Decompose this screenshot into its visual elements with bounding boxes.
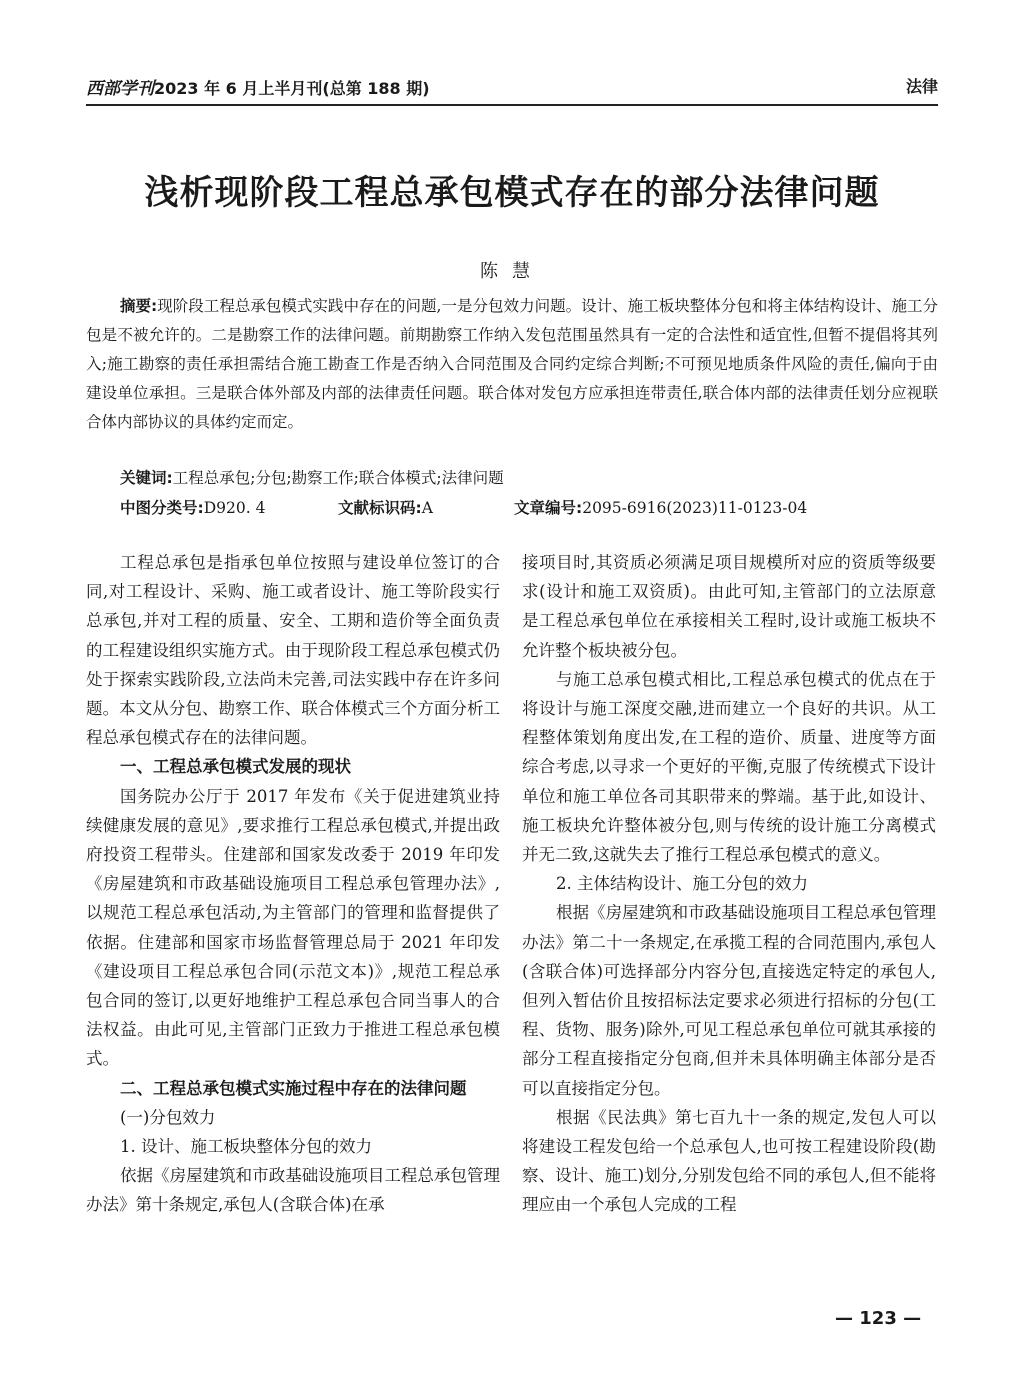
document-code [338, 497, 433, 519]
section-label: 法律 [905, 77, 938, 96]
journal-logo: 西部学刊 [86, 79, 154, 99]
article-author: 陈慧 [480, 261, 544, 282]
keywords-text: 工程总承包;分包;勘察工作;联合体模式;法律问题 [172, 469, 504, 487]
abstract-label: 摘要: [120, 297, 158, 315]
paragraph: 与施工总承包模式相比,工程总承包模式的优点在于将设计与施工深度交融,进而建立一个良好的共识。从工程整体策划角度出发,在工程的造价、质量、进度等方面综合考虑,以寻求一个更好的平衡,克服了传统模式下设计单位和施工单位各司其职带来的弊端。基于此,如设计、施工板块允许整体被分包,则与传统的设计施工分离模式并无二致,这就失去了推行工程总承包模式的意义。 [522, 669, 936, 865]
keywords-label: 关键词: [120, 469, 173, 487]
body-column-right [522, 548, 936, 1220]
section-heading: 一、工程总承包模式发展的现状 [120, 757, 351, 777]
section-heading: 二、工程总承包模式实施过程中存在的法律问题 [120, 1078, 467, 1098]
paragraph: 根据《房屋建筑和市政基础设施项目工程总承包管理办法》第二十一条规定,在承揽工程的合同范围内,承包人(含联合体)可选择部分内容分包,直接选定特定的承包人,但列入暂估价且按招标法定要求必须进行招标的分包(工程、货物、服务)除外,可见工程总承包单位可就其承接的部分工程直接指定分包商,但并未具体明确主体部分是否可以直接指定分包。 [522, 903, 936, 1098]
article-title: 浅析现阶段工程总承包模式存在的部分法律问题 [144, 173, 880, 213]
paragraph: 依据《房屋建筑和市政基础设施项目工程总承包管理办法》第十条规定,承包人(含联合体)在承 [86, 1166, 500, 1215]
clc-value: D920. 4 [203, 499, 266, 517]
paragraph: 根据《民法典》第七百九十一条的规定,发包人可以将建设工程发包给一个总承包人,也可按工程建设阶段(勘察、设计、施工)划分,分别发包给不同的承包人,但不能将理应由一个承包人完成的工程 [522, 1107, 936, 1215]
clc-label: 中图分类号: [120, 499, 204, 517]
paragraph: 接项目时,其资质必须满足项目规模所对应的资质等级要求(设计和施工双资质)。由此可知,主管部门的立法原意是工程总承包单位在承接相关工程时,设计或施工板块不允许整个板块被分包。 [522, 553, 936, 660]
clc-number [120, 497, 265, 519]
paragraph: 工程总承包是指承包单位按照与建设单位签订的合同,对工程设计、采购、施工或者设计、施工等阶段实行总承包,并对工程的质量、安全、工期和造价等全面负责的工程建设组织实施方式。由于现阶段工程总承包模式仍处于探索实践阶段,立法尚未完善,司法实践中存在许多问题。本文从分包、勘察工作、联合体模式三个方面分析工程总承包模式存在的法律问题。 [86, 553, 500, 748]
subsection-heading: 1. 设计、施工板块整体分包的效力 [120, 1137, 372, 1157]
paragraph: 国务院办公厅于 2017 年发布《关于促进建筑业持续健康发展的意见》,要求推行工程总承包模式,并提出政府投资工程带头。住建部和国家发改委于 2019 年印发《房屋建筑和市政基础设施项目工程总承包管理办法》,以规范工程总承包活动,为主管部门的管理和监督提供了依据。住建部和国家市场监督管理总局于 2021 年印发《建设项目工程总承包合同(示范文本)》,规范工程总承包合同的签订,以更好地维护工程总承包合同当事人的合法权益。由此可见,主管部门正致力于推进工程总承包模式。 [86, 786, 500, 1069]
running-header [86, 70, 938, 106]
art-label: 文章编号: [514, 499, 583, 517]
subsection-heading: (一)分包效力 [120, 1107, 216, 1127]
doc-label: 文献标识码: [338, 499, 422, 517]
subsection-heading: 2. 主体结构设计、施工分包的效力 [556, 874, 808, 894]
keywords [120, 467, 504, 489]
doc-value: A [421, 499, 433, 517]
issue-text: 2023 年 6 月上半月刊(总第 188 期) [154, 79, 430, 98]
art-value: 2095-6916(2023)11-0123-04 [582, 499, 808, 517]
page-number: — 123 — [835, 1308, 922, 1329]
article-number [514, 497, 807, 519]
body-column-left [86, 548, 500, 1220]
abstract-text: 现阶段工程总承包模式实践中存在的问题,一是分包效力问题。设计、施工板块整体分包和将主体结构设计、施工分包是不被允许的。二是勘察工作的法律问题。前期勘察工作纳入发包范围虽然具有一定的合法性和适宜性,但暂不提倡将其列入;施工勘察的责任承担需结合施工勘查工作是否纳入合同范围及合同约定综合判断;不可预见地质条件风险的责任,偏向于由建设单位承担。三是联合体外部及内部的法律责任问题。联合体对发包方应承担连带责任,联合体内部的法律责任划分应视联合体内部协议的具体约定而定。 [86, 297, 938, 431]
journal-issue [86, 74, 430, 99]
abstract [86, 292, 938, 437]
